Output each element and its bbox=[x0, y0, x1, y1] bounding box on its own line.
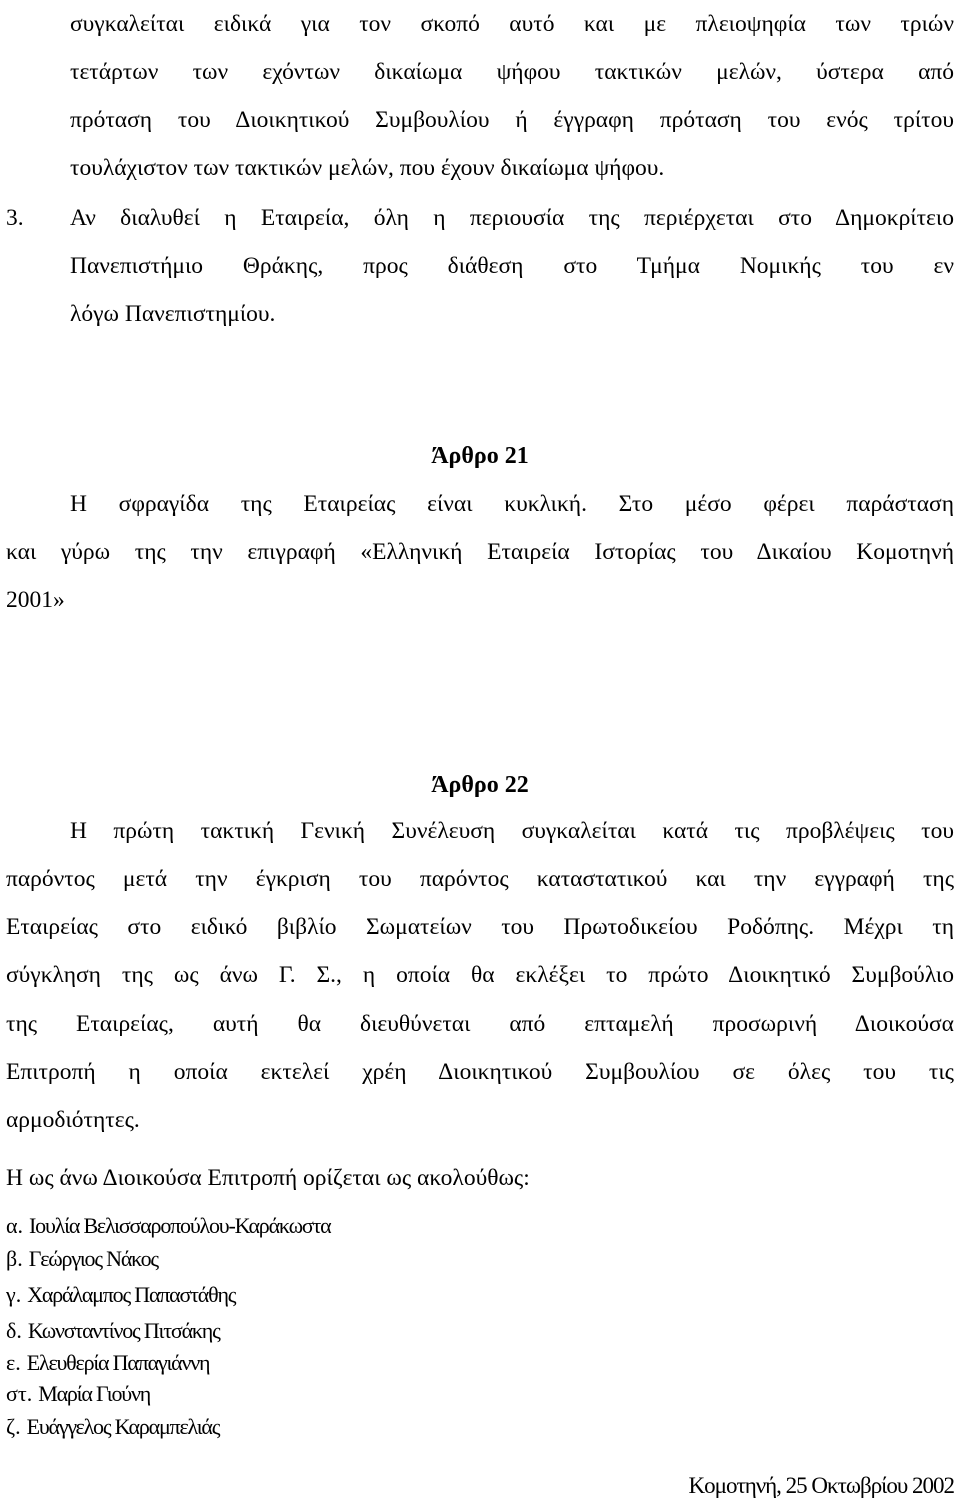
list-item bbox=[6, 1349, 209, 1377]
list-item bbox=[6, 1380, 150, 1408]
list-marker: ε. bbox=[6, 1350, 21, 1375]
article21-line: 2001» bbox=[6, 587, 65, 613]
article-21-title: Άρθρο 21 bbox=[431, 443, 529, 469]
paragraph3-line: Πανεπιστήμιο Θράκης, προς διάθεση στο Τμήμα Νομικής του εν bbox=[70, 253, 954, 279]
committee-intro: Η ως άνω Διοικούσα Επιτροπή ορίζεται ως ακολούθως: bbox=[6, 1165, 530, 1191]
article22-line: Εταιρείας στο ειδικό βιβλίο Σωματείων του Πρωτοδικείου Ροδόπης. Μέχρι τη bbox=[6, 914, 954, 940]
list-item bbox=[6, 1413, 219, 1441]
member-name: Μαρία Γιούνη bbox=[38, 1381, 151, 1406]
member-name: Κωνσταντίνος Πιτσάκης bbox=[27, 1318, 220, 1343]
list-item bbox=[6, 1245, 158, 1273]
member-name: Ελευθερία Παπαγιάννη bbox=[26, 1350, 210, 1375]
member-name: Ευάγγελος Καραμπελιάς bbox=[26, 1414, 220, 1439]
article22-line: Επιτροπή η οποία εκτελεί χρέη Διοικητικού Συμβουλίου σε όλες του τις bbox=[6, 1059, 954, 1085]
article21-line: και γύρω της την επιγραφή «Ελληνική Εταιρεία Ιστορίας του Δικαίου Κομοτηνή bbox=[6, 539, 954, 565]
list-marker: β. bbox=[6, 1246, 23, 1271]
list-item bbox=[6, 1317, 220, 1345]
member-name: Γεώργιος Νάκος bbox=[28, 1246, 158, 1271]
article22-line: σύγκληση της ως άνω Γ. Σ., η οποία θα εκλέξει το πρώτο Διοικητικό Συμβούλιο bbox=[6, 962, 954, 988]
list-item bbox=[6, 1281, 235, 1309]
article22-line: της Εταιρείας, αυτή θα διευθύνεται από επταμελή προσωρινή Διοικούσα bbox=[6, 1011, 954, 1037]
article22-line: Η πρώτη τακτική Γενική Συνέλευση συγκαλείται κατά τις προβλέψεις του bbox=[70, 818, 954, 844]
article-22-title: Άρθρο 22 bbox=[431, 772, 529, 798]
member-name: Χαράλαμπος Παπαστάθης bbox=[27, 1282, 236, 1307]
list-marker: στ. bbox=[6, 1381, 33, 1406]
place-date: Κομοτηνή, 25 Οκτωβρίου 2002 bbox=[688, 1473, 954, 1498]
continuation-line: πρόταση του Διοικητικού Συμβουλίου ή έγγραφη πρόταση του ενός τρίτου bbox=[70, 107, 954, 133]
list-item bbox=[6, 1212, 331, 1240]
article22-line: αρμοδιότητες. bbox=[6, 1107, 140, 1133]
member-name: Ιουλία Βελισσαροπούλου-Καράκωστα bbox=[29, 1213, 331, 1238]
paragraph3-line: λόγω Πανεπιστημίου. bbox=[70, 301, 276, 327]
list-marker: α. bbox=[6, 1213, 24, 1238]
article22-line: παρόντος μετά την έγκριση του παρόντος καταστατικού και την εγγραφή της bbox=[6, 866, 954, 892]
continuation-line: τουλάχιστον των τακτικών μελών, που έχουν δικαίωμα ψήφου. bbox=[70, 155, 665, 181]
list-marker: ζ. bbox=[6, 1414, 21, 1439]
paragraph-number: 3. bbox=[6, 205, 24, 231]
article21-line: Η σφραγίδα της Εταιρείας είναι κυκλική. Στο μέσο φέρει παράσταση bbox=[70, 491, 954, 517]
list-marker: γ. bbox=[6, 1282, 22, 1307]
paragraph3-line: Αν διαλυθεί η Εταιρεία, όλη η περιουσία της περιέρχεται στο Δημοκρίτειο bbox=[70, 205, 954, 231]
continuation-line: συγκαλείται ειδικά για τον σκοπό αυτό και με πλειοψηφία των τριών bbox=[70, 11, 954, 37]
list-marker: δ. bbox=[6, 1318, 22, 1343]
continuation-line: τετάρτων των εχόντων δικαίωμα ψήφου τακτικών μελών, ύστερα από bbox=[70, 59, 954, 85]
